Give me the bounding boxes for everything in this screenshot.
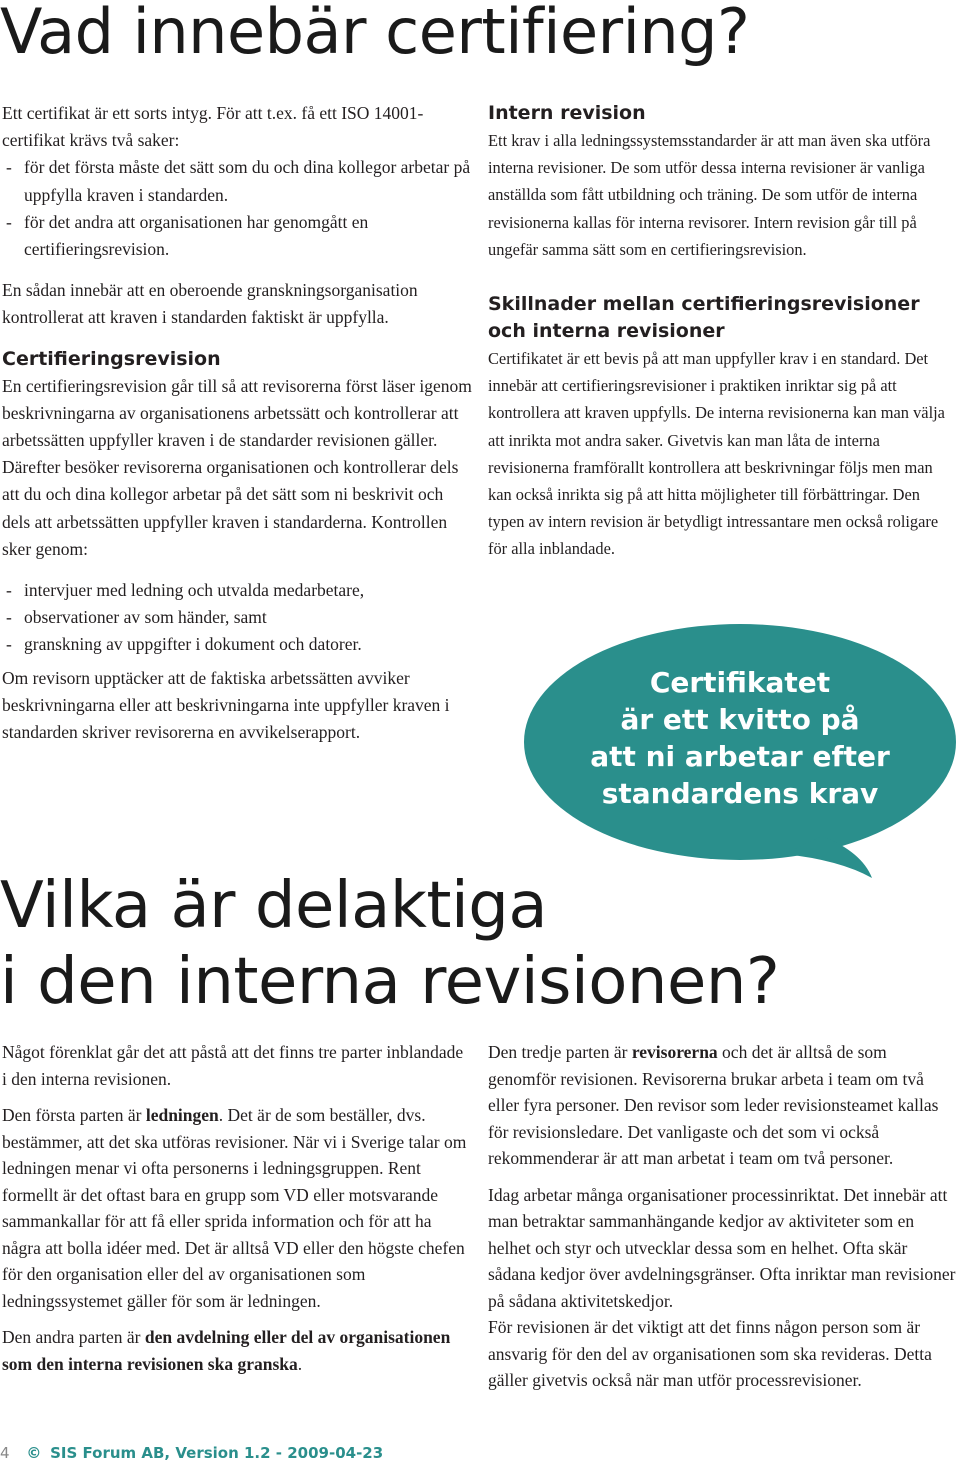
callout-bubble — [522, 616, 958, 878]
bottom-right-column — [488, 1039, 958, 1394]
section-title: Vilka är delaktiga i den interna revisionen? — [0, 869, 780, 1019]
footer — [0, 1444, 383, 1462]
intro-paragraph: Ett certifikat är ett sorts intyg. För att t.ex. få ett ISO 14001-certifikat krävs två saker: — [2, 103, 424, 151]
paragraph: Om revisorn upptäcker att de faktiska arbetssätten avviker beskrivningarna eller att beskrivningarna inte uppfyller kraven i standarden skriver revisorerna en avvikelserapport. — [2, 667, 450, 743]
control-list — [2, 577, 472, 659]
paragraph: Ett krav i alla ledningssystemsstandarder är att man även ska utföra interna revisioner. De som utför dessa interna revisioner är vanliga anställda som fått utbildning och träning. De som utför de interna revisionerna kallas för interna revisorer. Intern revision går till på ungefär samma sätt som en certifieringsrevision. — [488, 131, 931, 259]
list-item: - för det första måste det sätt som du och dina kollegor arbetar på uppfylla kraven i standarden. — [2, 154, 472, 208]
list-item: - intervjuer med ledning och utvalda medarbetare, — [2, 577, 472, 604]
page-title: Vad innebär certifiering? — [0, 0, 750, 68]
list-item: - granskning av uppgifter i dokument och datorer. — [2, 631, 472, 658]
section-heading-intern-revision: Intern revision — [488, 102, 646, 124]
copyright-icon: © — [26, 1444, 42, 1462]
list-item: - för det andra att organisationen har genomgått en certifieringsrevision. — [2, 209, 472, 263]
paragraph: Den andra parten är den avdelning eller del av organisationen som den interna revisionen ska granska. — [2, 1327, 451, 1374]
section-heading-skillnader: Skillnader mellan certifieringsrevisioner och interna revisioner — [488, 293, 920, 343]
left-column — [2, 100, 472, 746]
paragraph: En certifieringsrevision går till så att revisorerna först läser igenom beskrivningarna av organisationens arbetssätt och kontrollerar att arbetssätten uppfyller kraven i de standarder revisionen gäller. Därefter besöker revisorerna organisationen och kontrollerar dels att du och dina kollegor arbetar på det sätt som ni beskrivit och dels att arbetssätten uppfyller kraven i standarderna. Kontrollen sker genom: — [2, 375, 472, 559]
footer-text: SIS Forum AB, Version 1.2 - 2009-04-23 — [50, 1444, 384, 1462]
section-heading-certifieringsrevision: Certifieringsrevision — [2, 347, 221, 370]
paragraph: För revisionen är det viktigt att det finns någon person som är ansvarig för den del av organisationen som ska revideras. Detta gäller givetvis också när man utför processrevisioner. — [488, 1317, 932, 1390]
paragraph: En sådan innebär att en oberoende granskningsorganisation kontrollerat att kraven i standarden faktiskt är uppfylla. — [2, 280, 418, 328]
list-item: - observationer av som händer, samt — [2, 604, 472, 631]
paragraph: Något förenklat går det att påstå att det finns tre parter inblandade i den interna revisionen. — [2, 1042, 464, 1089]
callout-text: Certifikatet är ett kvitto på att ni arbetar efter standardens krav — [590, 666, 890, 810]
paragraph: Den tredje parten är revisorerna och det är alltså de som genomför revisionen. Revisorerna brukar arbeta i team om två eller fyra personer. Den revisor som leder revisionsteamet kallas för revisionsledare. Det vanligaste och det som vi också rekommenderar är att man arbetat i team om två personer. — [488, 1042, 939, 1168]
bottom-left-column — [2, 1039, 472, 1377]
intro-list — [2, 154, 472, 263]
page-number: 4 — [0, 1444, 10, 1462]
paragraph: Certifikatet är ett bevis på att man uppfyller krav i en standard. Det innebär att certifieringsrevisioner i praktiken inriktar sig på att kontrollera att kraven uppfylls. De interna revisionerna kan man välja att inrikta mot andra saker. Givetvis kan man låta de interna revisionerna framförallt kontrollera att beskrivningar följs men man kan också inrikta sig på att hitta möjligheter till förbättringar. Den typen av intern revision är betydligt intressantare men också roligare för alla inblandade. — [488, 349, 945, 559]
paragraph: Idag arbetar många organisationer processinriktat. Det innebär att man betraktar sammanhängande kedjor av aktiviteter som en helhet och styr och utvecklar dessa som en helhet. Ofta skär sådana kedjor över avdelningsgränser. Ofta inriktar man revisioner på sådana aktivitetskedjor. — [488, 1184, 956, 1311]
right-column — [488, 100, 958, 563]
paragraph: Den första parten är ledningen. Det är de som beställer, dvs. bestämmer, att det ska utföras revisioner. När vi i Sverige talar om ledningen menar vi ofta personerns i ledningsgruppen. Rent formellt är det oftast bara en grupp som VD eller motsvarande sammankallar för att få eller sprida information och för att ha några att bolla idéer med. Det är alltså VD eller den högste chefen för den organisation eller del av organisationen som ledningssystemet gäller för som är ledningen. — [2, 1105, 467, 1311]
